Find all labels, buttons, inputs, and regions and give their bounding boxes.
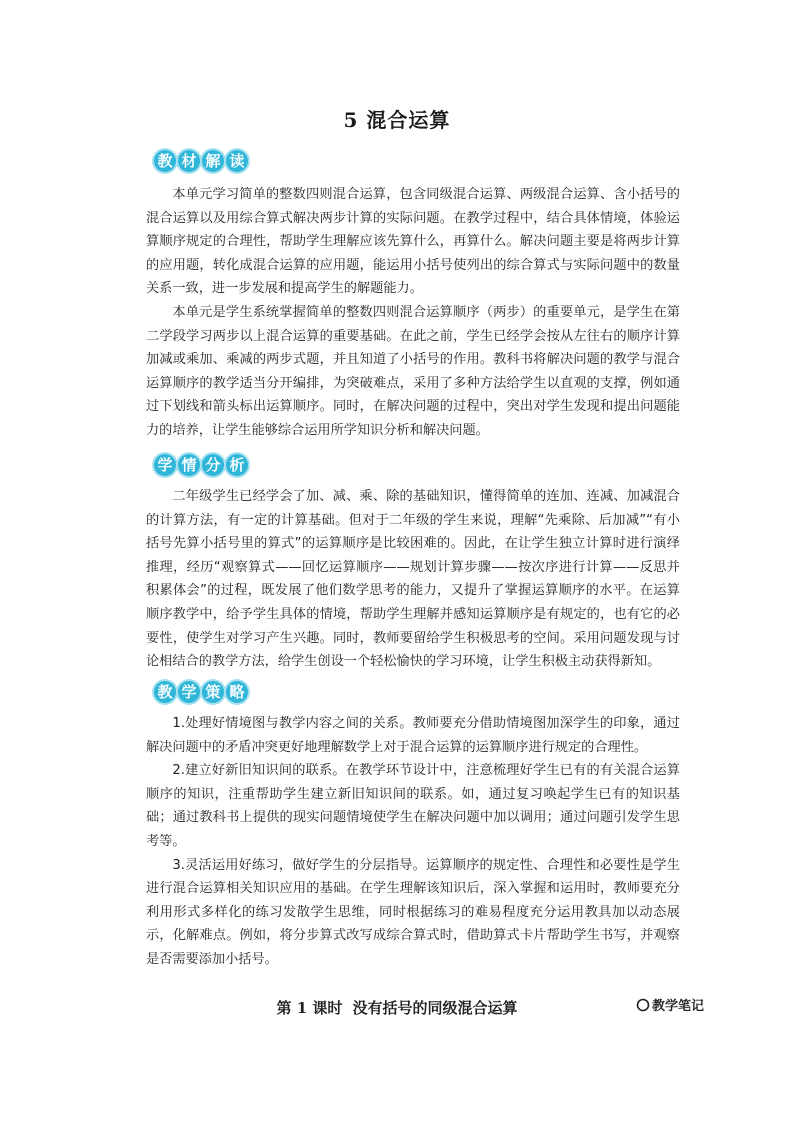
section-badge-analysis — [146, 450, 256, 480]
paragraph: 1.处理好情境图与教学内容之间的关系。教师要充分借助情境图加深学生的印象，通过解决问题中的矛盾冲突更好地理解数学上对于混合运算的运算顺序进行规定的合理性。 — [146, 716, 680, 755]
lesson-number: 第 1 课时 — [276, 999, 343, 1017]
badge-char: 教 — [154, 150, 176, 172]
badge-char: 策 — [202, 681, 224, 703]
badge-char: 分 — [202, 454, 224, 476]
badge-char: 教 — [154, 681, 176, 703]
section-analysis-body — [146, 485, 680, 674]
teaching-notes-label — [636, 995, 704, 1014]
badge-char: 学 — [178, 681, 200, 703]
section-badge-strategy — [146, 677, 256, 707]
section-textbook-body — [146, 183, 680, 443]
badge-char: 读 — [226, 150, 248, 172]
paragraph: 本单元学习简单的整数四则混合运算，包含同级混合运算、两级混合运算、含小括号的混合运算以及用综合算式解决两步计算的实际问题。在教学过程中，结合具体情境，体验运算顺序规定的合理性，帮助学生理解应该先算什么，再算什么。解决问题主要是将两步计算的应用题，转化成混合运算的应用题，能运用小括号使列出的综合算式与实际问题中的数量关系一致，进一步发展和提高学生的解题能力。 — [146, 187, 680, 297]
paragraph: 3.灵活运用好练习，做好学生的分层指导。运算顺序的规定性、合理性和必要性是学生进行混合运算相关知识应用的基础。在学生理解该知识后，深入掌握和运用时，教师要充分利用形式多样化的练习发散学生思维，同时根据练习的难易程度充分运用教具加以动态展示，化解难点。例如，将分步算式改写成综合算式时，借助算式卡片帮助学生书写，并观察是否需要添加小括号。 — [146, 857, 680, 967]
paragraph: 二年级学生已经学会了加、减、乘、除的基础知识，懂得简单的连加、连减、加减混合的计算方法，有一定的计算基础。但对于二年级的学生来说，理解“先乘除、后加减”“有小括号先算小括号里的算式”的运算顺序是比较困难的。因此，在让学生独立计算时进行演绎推理，经历“观察算式——回忆运算顺序——规划计算步骤——按次序进行计算——反思并积累体会”的过程，既发展了他们数学思考的能力，又提升了掌握运算顺序的水平。在运算顺序教学中，给予学生具体的情境，帮助学生理解并感知运算顺序是有规定的，也有它的必要性，使学生对学习产生兴趣。同时，教师要留给学生积极思考的空间。采用问题发现与讨论相结合的教学方法，给学生创设一个轻松愉快的学习环境，让学生积极主动获得新知。 — [146, 489, 680, 670]
badge-char: 情 — [178, 454, 200, 476]
badge-char: 材 — [178, 150, 200, 172]
note-circle-icon — [636, 998, 650, 1012]
section-badge-textbook — [146, 146, 256, 176]
paragraph: 2.建立好新旧知识间的联系。在教学环节设计中，注意梳理好学生已有的有关混合运算顺序的知识，注重帮助学生建立新旧知识间的联系。如，通过复习唤起学生已有的知识基础；通过教科书上提供的现实问题情境使学生在解决问题中加以调用；通过问题引发学生思考等。 — [146, 763, 680, 849]
paragraph: 本单元是学生系统掌握简单的整数四则混合运算顺序（两步）的重要单元，是学生在第二学段学习两步以上混合运算的重要基础。在此之前，学生已经学会按从左往右的顺序计算加减或乘加、乘减的两步式题，并且知道了小括号的作用。教科书将解决问题的教学与混合运算顺序的教学适当分开编排，为突破难点，采用了多种方法给学生以直观的支撑，例如通过下划线和箭头标出运算顺序。同时，在解决问题的过程中，突出对学生发现和提出问题能力的培养，让学生能够综合运用所学知识分析和解决问题。 — [146, 304, 680, 438]
lesson-topic: 没有括号的同级混合运算 — [352, 999, 518, 1017]
badge-char: 略 — [226, 681, 248, 703]
teaching-notes-text: 教学笔记 — [651, 999, 704, 1014]
badge-char: 学 — [154, 454, 176, 476]
badge-char: 解 — [202, 150, 224, 172]
chapter-title: 5 混合运算 — [343, 108, 451, 132]
section-strategy-body — [146, 712, 680, 972]
badge-char: 析 — [226, 454, 248, 476]
